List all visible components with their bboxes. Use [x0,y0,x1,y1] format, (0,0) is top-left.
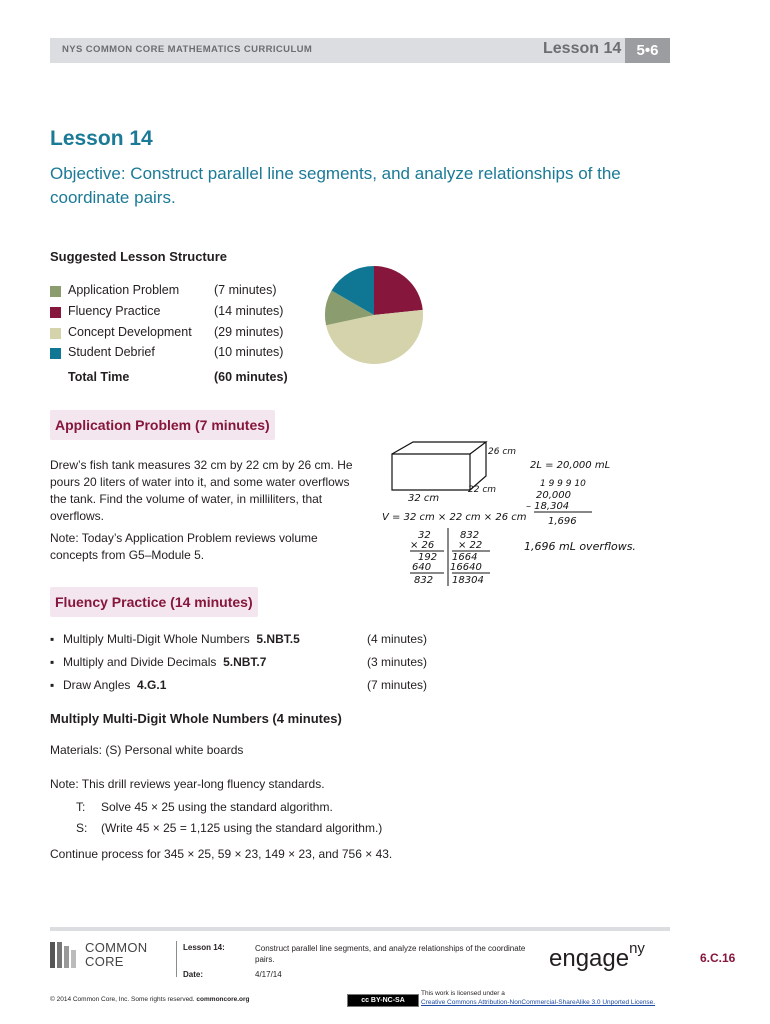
answer: 1,696 mL overflows. [524,540,636,553]
footer-lesson-text: Construct parallel line segments, and analyze relationships of the coordinate pairs. [255,944,526,964]
mult1-b: × 26 [410,540,435,551]
mult2-a: 832 [460,530,480,541]
total-label: Total Time [68,370,130,384]
bullet: ▪ [50,632,55,646]
legend-swatch [50,286,61,297]
footer-lesson-label: Lesson 14: [183,943,225,952]
application-problem-heading: Application Problem (7 minutes) [50,410,275,440]
volume-equation: V = 32 cm × 22 cm × 26 cm [382,512,527,523]
application-problem-text: Drew’s fish tank measures 32 cm by 22 cm by 26 cm. He pours 20 liters of water into it, and some water overflows the tank. Find the volume of water, in milliliters, that overflows. [50,458,353,523]
drill-note: Note: This drill reviews year-long fluency standards. [50,777,325,791]
fluency-item [50,655,450,672]
pie-slice-fluency-practice [374,266,423,315]
mult2-b: × 22 [458,540,483,551]
engageny-logo: engage$^{ny}$ [549,940,645,972]
mult2-result: 18304 [452,575,484,586]
license-link[interactable]: Creative Commons Attribution-NonCommercial-ShareAlike 3.0 Unported License. [421,999,656,1006]
structure-minutes: (14 minutes) [214,304,284,318]
page-number: 6.C.16 [700,951,736,965]
structure-minutes: (7 minutes) [214,283,277,297]
bullet: ▪ [50,655,55,669]
subtraction-minus: – 18,304 [526,501,570,512]
structure-minutes: (29 minutes) [214,325,284,339]
mult2-p1: 1664 [452,552,478,563]
student-label: S: [76,821,88,835]
total-minutes: (60 minutes) [214,370,288,384]
subtraction-regroup: 1 9 9 9 10 [540,479,586,489]
lesson-structure-heading: Suggested Lesson Structure [50,249,227,264]
creative-commons-badge: cc BY-NC-SA [347,994,419,1007]
fluency-item-standard: 4.G.1 [137,678,167,692]
teacher-text: Solve 45 × 25 using the standard algorithm. [101,800,333,814]
lesson-structure-pie-chart [323,264,425,366]
fluency-item-standard: 5.NBT.5 [256,632,300,646]
mult2-p2: 16640 [450,562,482,573]
legend-swatch [50,307,61,318]
dimension-height: 26 cm [488,447,517,457]
conversion: 2L = 20,000 mL [530,460,611,471]
mult1-p1: 192 [418,552,438,563]
mult1-p2: 640 [412,562,432,573]
handwritten-solution [378,438,678,588]
mult1-result: 832 [414,575,434,586]
drill-materials: Materials: (S) Personal white boards [50,743,244,757]
application-note: Note: Today’s Application Problem reviews volume concepts from G5–Module 5. [50,531,318,562]
fluency-item-standard: 5.NBT.7 [223,655,267,669]
page-title: Lesson 14 [50,127,153,150]
bullet: ▪ [50,678,55,692]
fluency-item [50,632,450,649]
fluency-item-minutes: (7 minutes) [367,678,428,692]
header-lesson: Lesson 14 [543,40,622,57]
footer-date: 4/17/14 [255,970,282,979]
fluency-item-minutes: (3 minutes) [367,655,428,669]
common-core-logo-icon [50,942,80,968]
copyright: © 2014 Common Core, Inc. Some rights reserved. commoncore.org [50,996,250,1003]
curriculum-name: NYS COMMON CORE MATHEMATICS CURRICULUM [62,44,313,55]
teacher-label: T: [76,800,86,814]
student-line [76,821,382,835]
teacher-line [76,800,333,814]
subtraction-result: 1,696 [548,516,577,527]
box-diagram [392,442,486,490]
subtraction-top: 20,000 [536,490,571,501]
footer-rule [50,927,670,931]
drill-continue: Continue process for 345 × 25, 59 × 23, 149 × 23, and 756 × 43. [50,847,393,861]
fluency-item-text: Draw Angles [63,678,131,692]
dimension-width: 32 cm [408,493,440,504]
drill-heading: Multiply Multi-Digit Whole Numbers (4 minutes) [50,711,342,726]
fluency-item-text: Multiply and Divide Decimals [63,655,217,669]
footer-divider [176,941,177,977]
legend-swatch [50,328,61,339]
structure-label: Student Debrief [68,345,155,359]
mult1-a: 32 [418,530,431,541]
structure-minutes: (10 minutes) [214,345,284,359]
fluency-item [50,678,450,695]
fluency-practice-heading: Fluency Practice (14 minutes) [50,587,258,617]
fluency-item-text: Multiply Multi-Digit Whole Numbers [63,632,250,646]
common-core-logo-text: COMMON CORE [85,940,148,969]
fluency-item-minutes: (4 minutes) [367,632,428,646]
grade-module-badge: 5•6 [625,38,670,63]
footer-date-label: Date: [183,970,204,979]
student-text: (Write 45 × 25 = 1,125 using the standard algorithm.) [101,821,383,835]
objective: Objective: Construct parallel line segments, and analyze relationships of the coordinate pairs. [50,164,621,207]
legend-swatch [50,348,61,359]
structure-label: Concept Development [68,325,192,339]
structure-label: Fluency Practice [68,304,161,318]
dimension-depth: 22 cm [468,485,497,495]
license-text: This work is licensed under a Creative Commons Attribution-NonCommercial-ShareAlike 3.0 Unported License. [421,990,656,1006]
structure-label: Application Problem [68,283,180,297]
